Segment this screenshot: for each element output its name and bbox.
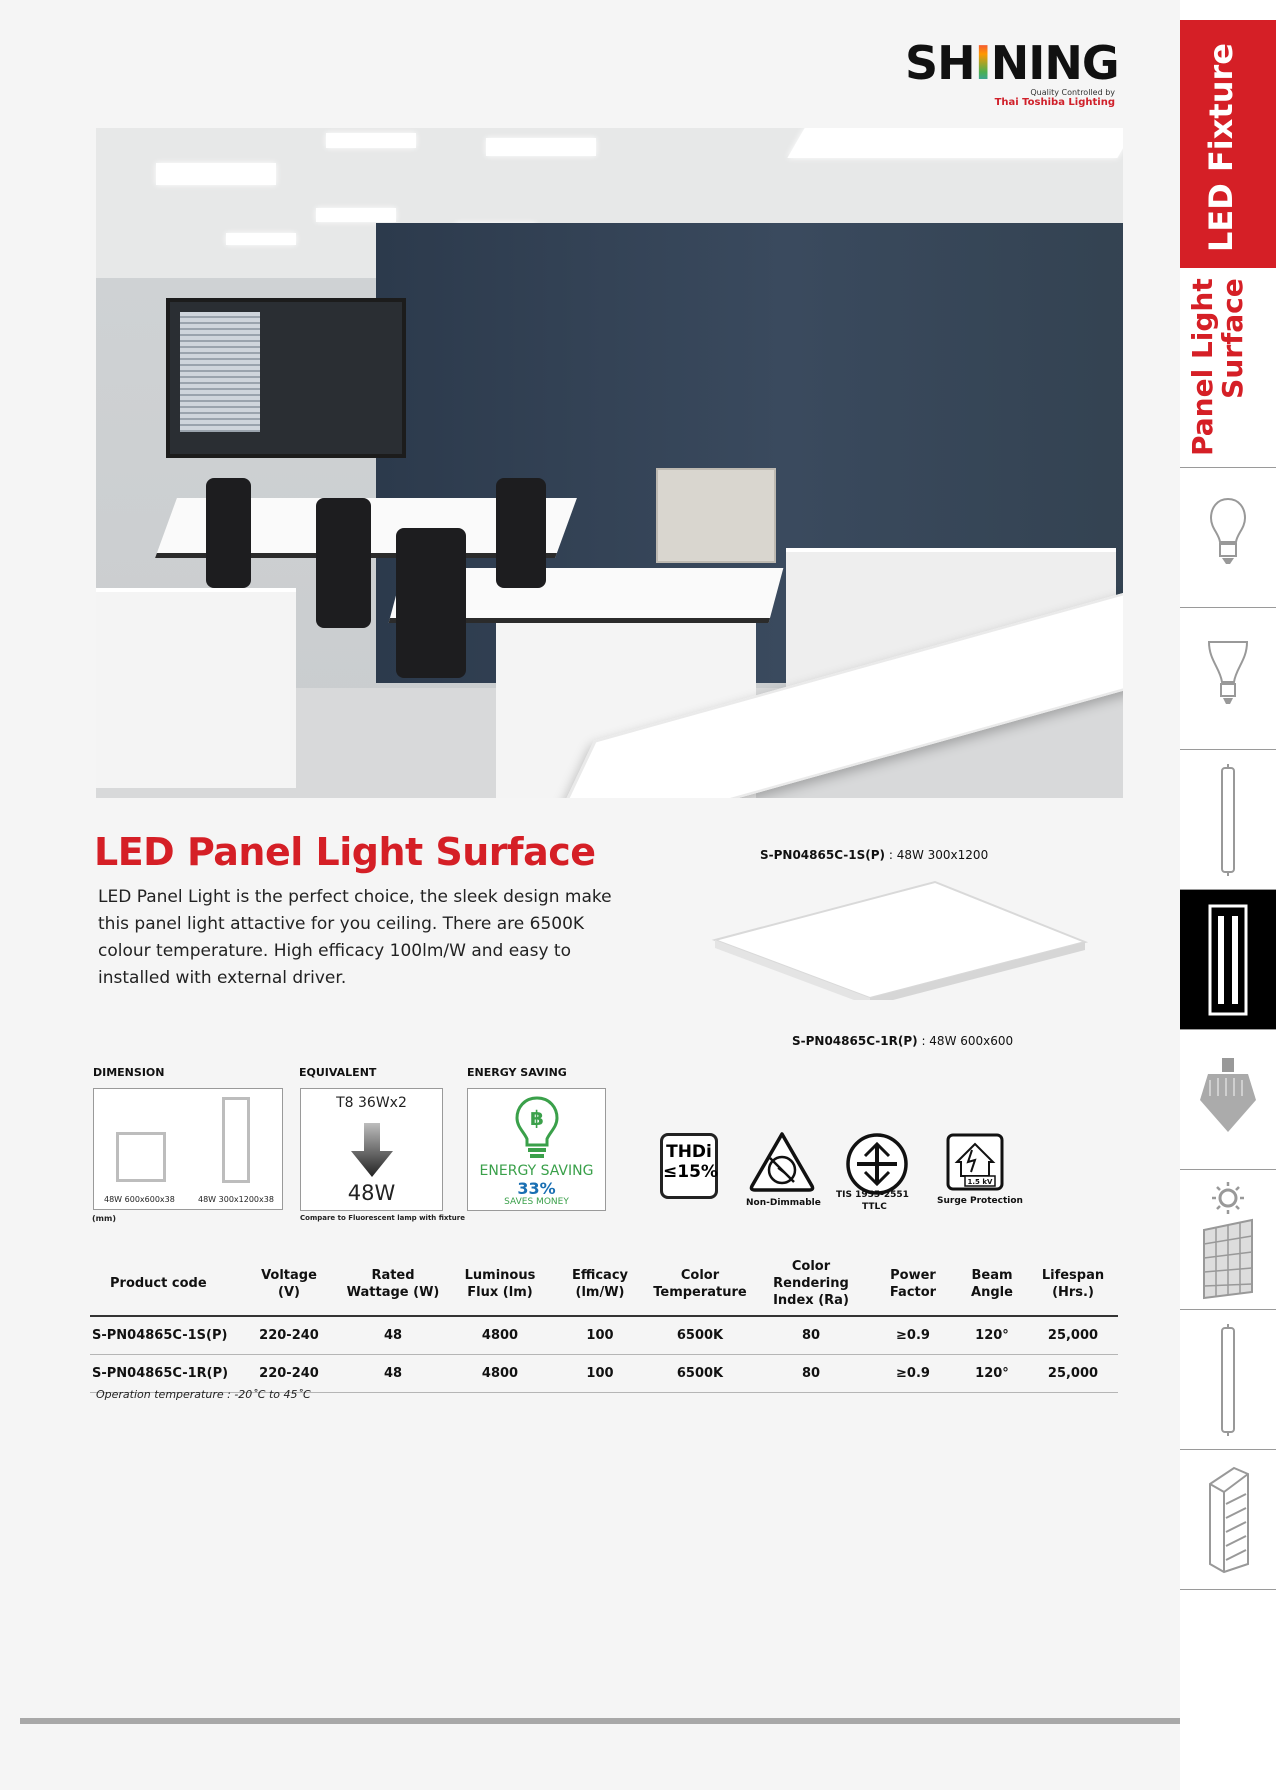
tab-shelf-lighting[interactable] <box>1180 1450 1276 1590</box>
th-flux: Luminous Flux (lm) <box>448 1252 552 1316</box>
table-header-row <box>90 1252 1118 1316</box>
table-row <box>90 1316 1118 1354</box>
tab-panel-light-label <box>1188 278 1248 456</box>
tis-caption-1: TIS 1955-2551 <box>836 1190 909 1200</box>
tab-highbay[interactable] <box>1180 1030 1276 1170</box>
model-code: S-PN04865C-1S(P) <box>760 848 886 862</box>
model-spec: : 48W 300x1200 <box>885 848 989 862</box>
baht-symbol: ฿ <box>530 1106 544 1130</box>
cell-code: S-PN04865C-1R(P) <box>90 1354 240 1392</box>
cell-power-factor: ≥0.9 <box>870 1354 956 1392</box>
th-voltage: Voltage (V) <box>240 1252 338 1316</box>
spec-table <box>90 1252 1118 1393</box>
rect-dimension-icon <box>222 1097 250 1183</box>
brand-wordmark: SHINING <box>905 36 1119 90</box>
cell-flux: 4800 <box>448 1354 552 1392</box>
cell-flux: 4800 <box>448 1316 552 1354</box>
equivalent-to: 48W <box>347 1181 396 1205</box>
tab-fixture-active[interactable] <box>1180 890 1276 1030</box>
cell-wattage: 48 <box>338 1316 448 1354</box>
bulb-icon <box>1208 496 1248 568</box>
th-power-factor: Power Factor <box>870 1252 956 1316</box>
square-dimension-icon <box>116 1132 166 1182</box>
tab-led-fixture-label: LED Fixture <box>1202 43 1240 252</box>
cell-voltage: 220-240 <box>240 1316 338 1354</box>
tab-sub-line-1: Panel Light <box>1186 278 1219 456</box>
th-cri: Color Rendering Index (Ra) <box>752 1252 870 1316</box>
energy-bulb-icon <box>514 1095 560 1161</box>
non-dimmable-icon <box>748 1130 816 1194</box>
th-product-code: Product code <box>90 1252 240 1316</box>
surge-kv: 1.5 kV <box>967 1178 993 1186</box>
cell-efficacy: 100 <box>552 1354 648 1392</box>
th-wattage: Rated Wattage (W) <box>338 1252 448 1316</box>
cell-beam-angle: 120° <box>956 1316 1028 1354</box>
cell-beam-angle: 120° <box>956 1354 1028 1392</box>
tab-reflector-bulb[interactable] <box>1180 608 1276 750</box>
surge-protection-icon <box>945 1132 1005 1192</box>
cell-power-factor: ≥0.9 <box>870 1316 956 1354</box>
energy-line3: SAVES MONEY <box>504 1197 569 1207</box>
tube-icon <box>1216 764 1240 876</box>
cell-cri: 80 <box>752 1354 870 1392</box>
dimension-unit: (mm) <box>92 1214 116 1223</box>
tab-bulb[interactable] <box>1180 468 1276 608</box>
energy-box <box>467 1088 606 1211</box>
highbay-icon <box>1198 1056 1258 1136</box>
energy-percent: 33% <box>517 1179 556 1198</box>
tis-certification-icon <box>845 1132 909 1196</box>
th-beam-angle: Beam Angle <box>956 1252 1028 1316</box>
dimension-cap-rect: 48W 300x1200x38 <box>198 1195 274 1204</box>
th-color-temp: Color Temperature <box>648 1252 752 1316</box>
thdi-label: THDi <box>666 1142 712 1162</box>
cell-code: S-PN04865C-1S(P) <box>90 1316 240 1354</box>
model-spec: : 48W 600x600 <box>917 1034 1014 1048</box>
cell-efficacy: 100 <box>552 1316 648 1354</box>
surge-caption: Surge Protection <box>937 1196 1023 1206</box>
equivalent-from: T8 36Wx2 <box>336 1095 407 1111</box>
brand-sub1: Quality Controlled by <box>1030 88 1115 97</box>
equivalent-note: Compare to Fluorescent lamp with fixture <box>300 1214 465 1222</box>
tab-sub-line-2: Surface <box>1216 278 1249 399</box>
panel-product-square <box>710 880 1090 1000</box>
dimension-cap-square: 48W 600x600x38 <box>104 1195 175 1204</box>
equivalent-label: EQUIVALENT <box>299 1066 377 1079</box>
brand-sub2: Thai Toshiba Lighting <box>994 97 1115 108</box>
energy-label: ENERGY SAVING <box>467 1066 567 1079</box>
equivalent-box <box>300 1088 443 1211</box>
model-code: S-PN04865C-1R(P) <box>792 1034 918 1048</box>
tab-solar[interactable] <box>1180 1170 1276 1310</box>
cell-color-temp: 6500K <box>648 1316 752 1354</box>
th-efficacy: Efficacy (lm/W) <box>552 1252 648 1316</box>
thdi-badge <box>660 1133 718 1199</box>
arrow-down-icon <box>351 1123 393 1177</box>
thdi-value: ≤15% <box>663 1162 718 1182</box>
operation-temperature: Operation temperature : -20˚C to 45˚C <box>96 1388 311 1401</box>
tab-led-fixture[interactable] <box>1180 20 1276 268</box>
bottom-divider <box>20 1718 1180 1724</box>
shelf-lighting-icon <box>1204 1464 1254 1576</box>
th-lifespan: Lifespan (Hrs.) <box>1028 1252 1118 1316</box>
solar-panel-icon <box>1194 1180 1262 1300</box>
product-description: LED Panel Light is the perfect choice, the sleek design make this panel light attactive for you ceiling. There are 6500K colour temperature. High efficacy 100lm/W and easy to installed with external driver. <box>98 887 612 988</box>
category-tabs <box>1180 0 1276 1790</box>
reflector-bulb-icon <box>1206 638 1250 708</box>
cell-cri: 80 <box>752 1316 870 1354</box>
cell-lifespan: 25,000 <box>1028 1316 1118 1354</box>
brand-logo <box>905 36 1119 108</box>
non-dimmable-caption: Non-Dimmable <box>746 1198 821 1208</box>
tis-caption-2: TTLC <box>862 1202 887 1212</box>
dimension-box <box>93 1088 283 1210</box>
batten-fixture-icon <box>1202 904 1254 1016</box>
table-row <box>90 1354 1118 1392</box>
model-label-square <box>792 1034 1013 1048</box>
cell-wattage: 48 <box>338 1354 448 1392</box>
tube-icon <box>1216 1324 1240 1436</box>
model-label-rect <box>760 848 988 862</box>
product-title: LED Panel Light Surface <box>94 830 596 874</box>
cell-color-temp: 6500K <box>648 1354 752 1392</box>
hero-office-photo <box>96 128 1123 798</box>
tab-panel-light-surface[interactable] <box>1180 268 1276 468</box>
tab-tube-2[interactable] <box>1180 1310 1276 1450</box>
tab-tube[interactable] <box>1180 750 1276 890</box>
cell-lifespan: 25,000 <box>1028 1354 1118 1392</box>
cell-voltage: 220-240 <box>240 1354 338 1392</box>
energy-line1: ENERGY SAVING <box>479 1163 594 1179</box>
dimension-label: DIMENSION <box>93 1066 165 1079</box>
